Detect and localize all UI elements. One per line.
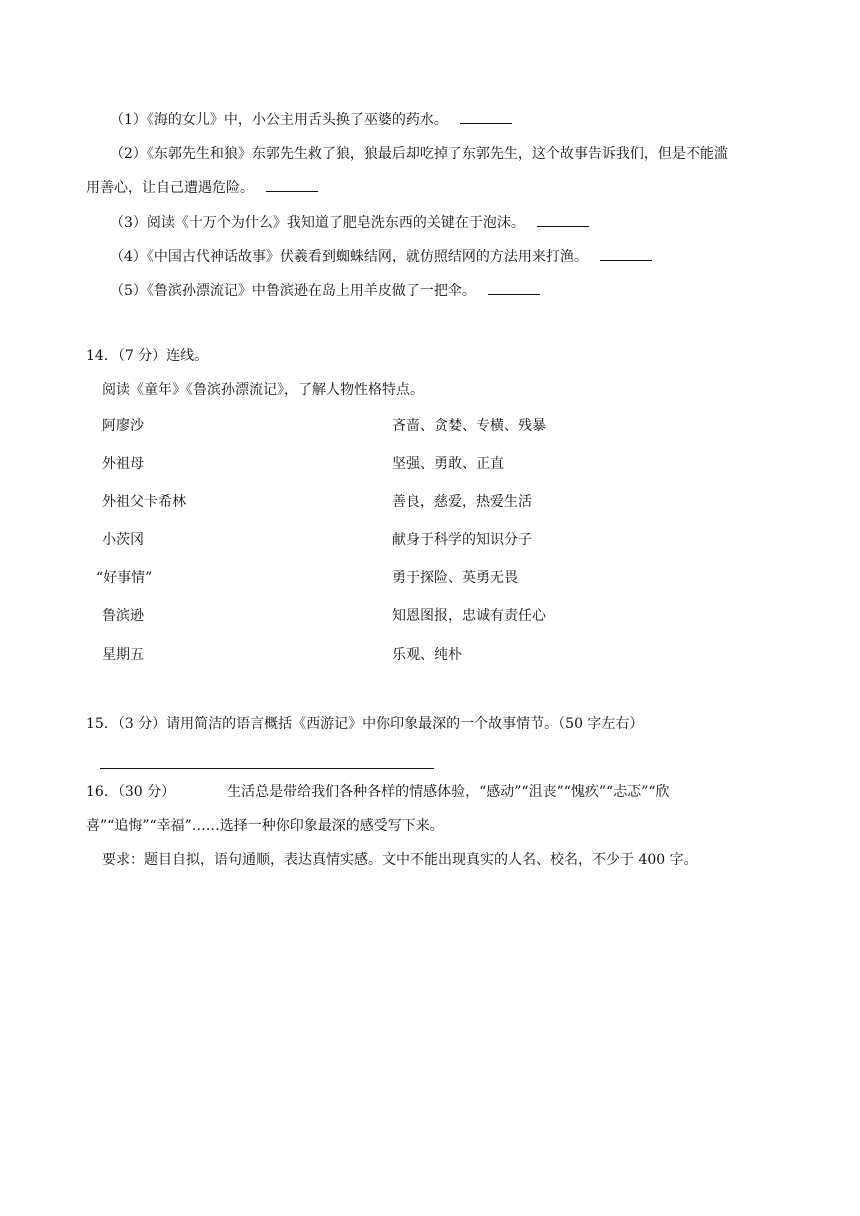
trait-item[interactable]: 吝啬、贪婪、专横、残暴 (392, 418, 546, 434)
q14-intro: 阅读《童年》《鲁滨孙漂流记》，了解人物性格特点。 (102, 382, 424, 398)
character-item[interactable]: “好事情” (96, 570, 153, 586)
answer-blank[interactable] (537, 214, 589, 227)
character-item[interactable]: 小茨冈 (102, 532, 144, 548)
character-item[interactable]: 阿廖沙 (102, 418, 144, 434)
q15-answer-line[interactable] (100, 768, 434, 769)
trait-item[interactable]: 献身于科学的知识分子 (392, 532, 532, 548)
answer-blank[interactable] (460, 111, 512, 124)
q15-header: 15．（3 分）请用简洁的语言概括《西游记》中你印象最深的一个故事情节。（50 字左右） (86, 716, 644, 732)
q16-requirement: 要求：题目自拟，语句通顺，表达真情实感。文中不能出现真实的人名、校名，不少于 400 字。 (102, 852, 698, 868)
trait-item[interactable]: 乐观、纯朴 (392, 647, 462, 663)
character-item[interactable]: 星期五 (102, 647, 144, 663)
q16-line-2: 喜”“追悔”“幸福”……选择一种你印象最深的感受写下来。 (86, 818, 444, 834)
trait-item[interactable]: 坚强、勇敢、正直 (392, 456, 504, 472)
answer-blank[interactable] (266, 179, 318, 192)
q16-label: 16．（30 分） (86, 784, 176, 800)
trait-item[interactable]: 知恩图报，忠诚有责任心 (392, 608, 546, 624)
q16-prompt: 生活总是带给我们各种各样的情感体验，“感动”“沮丧”“愧疚”“忐忑”“欣 (227, 784, 670, 800)
q13-item-4: （4）《中国古代神话故事》伏羲看到蜘蛛结网，就仿照结网的方法用来打渔。 (110, 247, 652, 267)
q13-item-1: （1）《海的女儿》中，小公主用舌头换了巫婆的药水。 (110, 110, 512, 130)
character-item[interactable]: 鲁滨逊 (102, 608, 144, 624)
q13-item-3: （3）阅读《十万个为什么》我知道了肥皂洗东西的关键在于泡沫。 (110, 213, 589, 233)
character-item[interactable]: 外祖父卡希林 (102, 494, 186, 510)
q13-item-2-cont: 用善心，让自己遭遇危险。 (86, 178, 318, 198)
q13-item-2: （2）《东郭先生和狼》东郭先生救了狼，狼最后却吃掉了东郭先生，这个故事告诉我们，但是不能滥 (110, 146, 728, 162)
trait-item[interactable]: 善良，慈爱，热爱生活 (392, 494, 532, 510)
q13-item-5: （5）《鲁滨孙漂流记》中鲁滨逊在岛上用羊皮做了一把伞。 (110, 281, 540, 301)
trait-item[interactable]: 勇于探险、英勇无畏 (392, 570, 518, 586)
answer-blank[interactable] (600, 248, 652, 261)
q14-header: 14．（7 分）连线。 (86, 348, 209, 364)
character-item[interactable]: 外祖母 (102, 456, 144, 472)
q16-line-1 (86, 782, 670, 802)
answer-blank[interactable] (488, 282, 540, 295)
